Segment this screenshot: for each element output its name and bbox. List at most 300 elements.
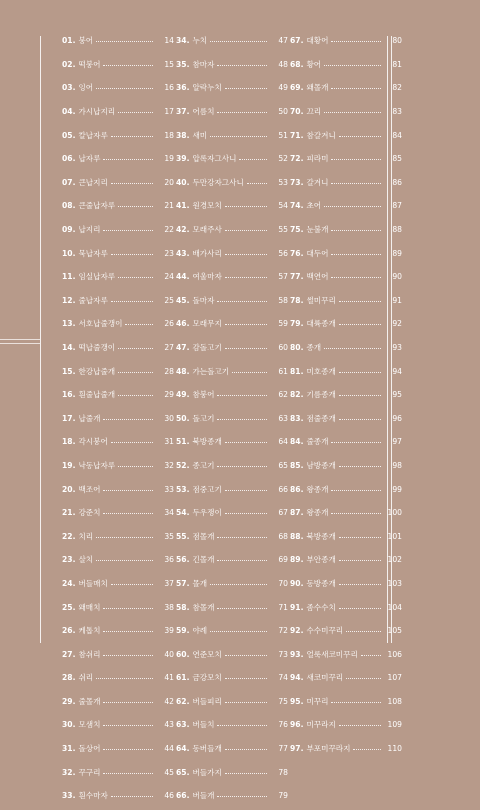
entry-number: 25. [62,602,76,612]
entry-page-number: 107 [387,673,402,683]
dot-leader [118,277,153,278]
index-entry[interactable] [62,479,174,499]
entry-page-number: 79 [278,791,288,801]
index-entry[interactable] [62,314,174,334]
entry-title: 배가사리 [192,248,222,258]
entry-page-number: 51 [278,130,288,140]
dot-leader [103,419,153,420]
dot-leader [217,725,267,726]
entry-title: 새미 [192,130,208,140]
entry-page-number: 82 [392,83,402,93]
entry-page-number: 109 [387,720,402,730]
entry-title: 원경모치 [192,201,222,211]
index-entry[interactable] [176,786,288,806]
entry-title: 부포미꾸라지 [306,744,351,754]
entry-title: 줄납자루 [78,295,108,305]
index-entry[interactable] [290,503,402,523]
index-entry[interactable] [176,31,288,51]
dot-leader [225,749,267,750]
index-entry[interactable] [62,786,174,806]
entry-number: 19. [62,460,76,470]
entry-title: 여울마자 [192,272,222,282]
entry-title: 버들가지 [192,767,222,777]
index-entry[interactable] [176,668,288,688]
entry-page-number: 99 [392,484,402,494]
entry-page-number: 26 [164,319,174,329]
entry-page-number: 42 [164,696,174,706]
index-entry[interactable] [290,31,402,51]
entry-number: 97. [290,744,304,754]
entry-title: 참몰개 [192,602,215,612]
dot-leader [210,584,267,585]
entry-number: 77. [290,272,304,282]
entry-title: 붕어 [78,36,94,46]
entry-number: 34. [176,36,190,46]
entry-title: 갈겨니 [306,177,329,187]
index-entry[interactable] [62,385,174,405]
entry-page-number: 27 [164,342,174,352]
entry-page-number: 87 [392,201,402,211]
index-entry[interactable] [290,644,402,664]
entry-title: 북방종개 [192,437,222,447]
index-entry[interactable] [62,597,174,617]
entry-title: 어름치 [192,107,215,117]
entry-page-number: 20 [164,177,174,187]
entry-number: 33. [62,791,76,801]
index-entry[interactable] [176,196,288,216]
index-entry[interactable] [290,102,402,122]
index-entry[interactable] [62,338,174,358]
entry-page-number: 50 [278,107,288,117]
entry-title: 흰줄납줄개 [78,390,116,400]
index-entry[interactable] [290,479,402,499]
index-entry[interactable] [176,149,288,169]
index-entry[interactable] [176,55,288,75]
index-entry[interactable] [176,361,288,381]
entry-page-number: 97 [392,437,402,447]
entry-number: 31. [62,744,76,754]
dot-leader [217,466,267,467]
index-entry[interactable] [62,361,174,381]
entry-title: 낙동납자루 [78,460,116,470]
dot-leader [225,442,267,443]
entry-title: 버들치 [192,720,215,730]
dot-leader [103,65,153,66]
dot-leader [339,136,381,137]
entry-title: 대황어 [306,36,329,46]
index-entry[interactable] [176,762,288,782]
dot-leader [339,419,381,420]
entry-title: 끄리 [306,107,322,117]
index-entry[interactable] [290,173,402,193]
entry-number: 56. [176,555,190,565]
index-entry[interactable] [290,668,402,688]
entry-page-number: 80 [392,36,402,46]
index-entry[interactable] [62,102,174,122]
index-entry[interactable] [62,243,174,263]
dot-leader [353,749,381,750]
entry-page-number: 69 [278,555,288,565]
entry-number: 30. [62,720,76,730]
entry-title: 가는돌고기 [192,366,230,376]
index-entry[interactable] [290,291,402,311]
index-entry[interactable] [62,173,174,193]
index-entry[interactable] [176,267,288,287]
entry-title: 가시납지리 [78,107,116,117]
index-entry[interactable] [176,692,288,712]
index-entry[interactable] [176,550,288,570]
entry-title: 황어 [306,59,322,69]
entry-title: 대륙종개 [306,319,336,329]
dot-leader [111,301,153,302]
index-entry[interactable] [290,78,402,98]
dot-leader [247,183,267,184]
index-entry[interactable] [176,526,288,546]
entry-title: 모샘치 [78,720,101,730]
dot-leader [103,608,153,609]
dot-leader [111,442,153,443]
index-entry[interactable] [290,550,402,570]
entry-title: 미호종개 [306,366,336,376]
index-entry[interactable] [290,220,402,240]
entry-title: 금강모치 [192,673,222,683]
left-margin-rule [40,36,41,643]
index-entry[interactable] [290,739,402,759]
dot-leader [103,773,153,774]
entry-page-number: 63 [278,413,288,423]
index-entry[interactable] [176,78,288,98]
entry-number: 16. [62,390,76,400]
index-entry[interactable] [176,574,288,594]
index-entry[interactable] [290,196,402,216]
dot-leader [339,560,381,561]
entry-title: 왕종개 [306,508,329,518]
entry-page-number: 41 [164,673,174,683]
entry-number: 68. [290,59,304,69]
entry-title: 모래무지 [192,319,222,329]
index-entry[interactable] [62,432,174,452]
index-entry[interactable] [290,715,402,735]
entry-number: 57. [176,578,190,588]
entry-number: 49. [176,390,190,400]
gutter-mark [0,339,40,340]
index-entry[interactable] [62,149,174,169]
entry-title: 케톱치 [78,626,101,636]
entry-page-number: 65 [278,460,288,470]
entry-number: 37. [176,107,190,117]
index-entry[interactable] [176,291,288,311]
entry-title: 참마자 [192,59,215,69]
entry-number: 85. [290,460,304,470]
entry-number: 71. [290,130,304,140]
index-entry[interactable] [176,409,288,429]
entry-number: 84. [290,437,304,447]
dot-leader [118,206,153,207]
entry-page-number: 106 [387,649,402,659]
index-entry[interactable] [62,574,174,594]
entry-page-number: 94 [392,366,402,376]
entry-title: 백연어 [306,272,329,282]
index-entry[interactable] [62,526,174,546]
entry-number: 36. [176,83,190,93]
dot-leader [331,490,381,491]
index-entry[interactable] [62,291,174,311]
dot-leader [103,725,153,726]
entry-page-number: 16 [164,83,174,93]
entry-title: 버들매치 [78,578,108,588]
entry-number: 39. [176,154,190,164]
index-entry[interactable] [62,31,174,51]
entry-page-number: 39 [164,626,174,636]
dot-leader [111,796,153,797]
entry-page-number: 23 [164,248,174,258]
entry-page-number: 71 [278,602,288,612]
entry-number: 54. [176,508,190,518]
entry-title: 돌고기 [192,413,215,423]
entry-number: 04. [62,107,76,117]
dot-leader [331,442,381,443]
index-entry[interactable] [176,173,288,193]
dot-leader [339,395,381,396]
dot-leader [331,702,381,703]
dot-leader [96,678,153,679]
entry-number: 47. [176,342,190,352]
index-entry[interactable] [290,55,402,75]
index-entry[interactable] [176,456,288,476]
entry-page-number: 72 [278,626,288,636]
index-entry[interactable] [176,102,288,122]
entry-title: 임실납자루 [78,272,116,282]
entry-number: 12. [62,295,76,305]
entry-title: 수수미꾸리 [306,626,344,636]
index-entry[interactable] [176,597,288,617]
entry-page-number: 37 [164,578,174,588]
entry-page-number: 49 [278,83,288,93]
entry-page-number: 24 [164,272,174,282]
entry-title: 새코미꾸리 [306,673,344,683]
entry-page-number: 17 [164,107,174,117]
entry-number: 73. [290,177,304,187]
entry-number: 87. [290,508,304,518]
entry-number: 52. [176,460,190,470]
index-entry[interactable] [290,125,402,145]
index-entry[interactable] [176,220,288,240]
index-entry[interactable] [176,314,288,334]
entry-page-number: 15 [164,59,174,69]
entry-number: 28. [62,673,76,683]
entry-page-number: 21 [164,201,174,211]
index-entry[interactable] [176,715,288,735]
index-entry[interactable] [62,503,174,523]
entry-title: 꾸구리 [78,767,101,777]
index-entry[interactable] [176,739,288,759]
entry-page-number: 29 [164,390,174,400]
index-entry[interactable] [176,243,288,263]
index-entry[interactable] [62,668,174,688]
index-entry[interactable] [62,692,174,712]
entry-number: 89. [290,555,304,565]
entry-title: 쉬리 [78,673,94,683]
entry-number: 02. [62,59,76,69]
index-entry[interactable] [290,621,402,641]
entry-page-number: 100 [387,508,402,518]
entry-title: 묵납자루 [78,248,108,258]
entry-number: 83. [290,413,304,423]
entry-title: 큰줄납자루 [78,201,116,211]
index-entry[interactable] [62,267,174,287]
index-entry[interactable] [176,503,288,523]
dot-leader [217,796,267,797]
entry-page-number: 93 [392,342,402,352]
entry-number: 53. [176,484,190,494]
dot-leader [118,466,153,467]
entry-number: 86. [290,484,304,494]
dot-leader [217,419,267,420]
entry-page-number: 84 [392,130,402,140]
index-entry[interactable] [62,55,174,75]
entry-title: 기름종개 [306,390,336,400]
dot-leader [210,136,267,137]
dot-leader [331,513,381,514]
entry-page-number: 38 [164,602,174,612]
entry-title: 떡납줄갱이 [78,342,116,352]
dot-leader [96,88,153,89]
dot-leader [103,702,153,703]
entry-number: 06. [62,154,76,164]
index-entry[interactable] [290,456,402,476]
index-entry[interactable] [176,338,288,358]
entry-page-number: 58 [278,295,288,305]
entry-title: 버들개 [192,791,215,801]
entry-number: 15. [62,366,76,376]
entry-title: 북방종개 [306,531,336,541]
index-entry[interactable] [290,267,402,287]
dot-leader [361,655,381,656]
index-entry[interactable] [290,314,402,334]
index-entry[interactable] [176,432,288,452]
entry-number: 21. [62,508,76,518]
dot-leader [103,159,153,160]
entry-title: 돌상어 [78,744,101,754]
index-entry[interactable] [290,432,402,452]
entry-number: 72. [290,154,304,164]
dot-leader [111,183,153,184]
index-entry[interactable] [290,149,402,169]
entry-title: 모래주사 [192,225,222,234]
dot-leader [331,41,381,42]
entry-page-number: 34 [164,508,174,518]
entry-title: 줄몰개 [78,696,101,706]
index-entry[interactable] [290,361,402,381]
entry-title: 납지리 [78,225,101,234]
dot-leader [339,608,381,609]
entry-number: 88. [290,531,304,541]
index-entry[interactable] [62,456,174,476]
entry-number: 78. [290,295,304,305]
index-entry[interactable] [62,125,174,145]
index-entry[interactable] [176,479,288,499]
entry-number: 44. [176,272,190,282]
index-entry[interactable] [62,715,174,735]
entry-title: 왜몰개 [306,83,329,93]
entry-title: 알락누치 [192,83,222,93]
entry-number: 45. [176,295,190,305]
dot-leader [225,88,267,89]
index-entry[interactable] [62,762,174,782]
entry-number: 20. [62,484,76,494]
entry-number: 32. [62,767,76,777]
dot-leader [331,159,381,160]
index-entry[interactable] [62,196,174,216]
index-entry[interactable] [290,409,402,429]
entry-title: 종고기 [192,460,215,470]
dot-leader [103,749,153,750]
index-entry[interactable] [290,692,402,712]
entry-title: 눈불개 [306,225,329,234]
entry-title: 남방종개 [306,460,336,470]
dot-leader [217,65,267,66]
dot-leader [96,41,153,42]
index-entry[interactable] [290,526,402,546]
index-entry[interactable] [62,78,174,98]
index-entry[interactable] [290,385,402,405]
index-entry[interactable] [62,621,174,641]
dot-leader [125,324,153,325]
index-entry[interactable] [62,644,174,664]
entry-page-number: 108 [387,696,402,706]
entry-number: 70. [290,107,304,117]
entry-page-number: 105 [387,626,402,636]
index-entry[interactable] [290,243,402,263]
dot-leader [339,466,381,467]
index-column-3 [290,31,402,762]
entry-title: 백조어 [78,484,101,494]
entry-title: 대두어 [306,248,329,258]
index-entry[interactable] [176,621,288,641]
entry-page-number: 78 [278,767,288,777]
entry-title: 한강납줄개 [78,366,116,376]
index-entry[interactable] [62,220,174,240]
entry-title: 감돌고기 [192,342,222,352]
dot-leader [225,254,267,255]
entry-page-number: 31 [164,437,174,447]
index-entry[interactable] [290,597,402,617]
index-entry[interactable] [290,338,402,358]
entry-page-number: 89 [392,248,402,258]
entry-title: 종개 [306,342,322,352]
dot-leader [339,537,381,538]
dot-leader [210,41,267,42]
index-entry[interactable] [290,574,402,594]
index-entry[interactable] [62,739,174,759]
index-entry[interactable] [176,125,288,145]
entry-page-number: 43 [164,720,174,730]
entry-title: 압록자그사니 [192,154,237,164]
index-entry[interactable] [176,385,288,405]
entry-title: 초어 [306,201,322,211]
index-entry[interactable] [176,644,288,664]
index-entry[interactable] [62,409,174,429]
entry-title: 돌마자 [192,295,215,305]
entry-page-number: 46 [164,791,174,801]
dot-leader [103,513,153,514]
index-entry[interactable] [62,550,174,570]
entry-number: 69. [290,83,304,93]
entry-number: 90. [290,578,304,588]
entry-page-number: 101 [387,531,402,541]
entry-number: 43. [176,248,190,258]
entry-title: 점중고기 [192,484,222,494]
